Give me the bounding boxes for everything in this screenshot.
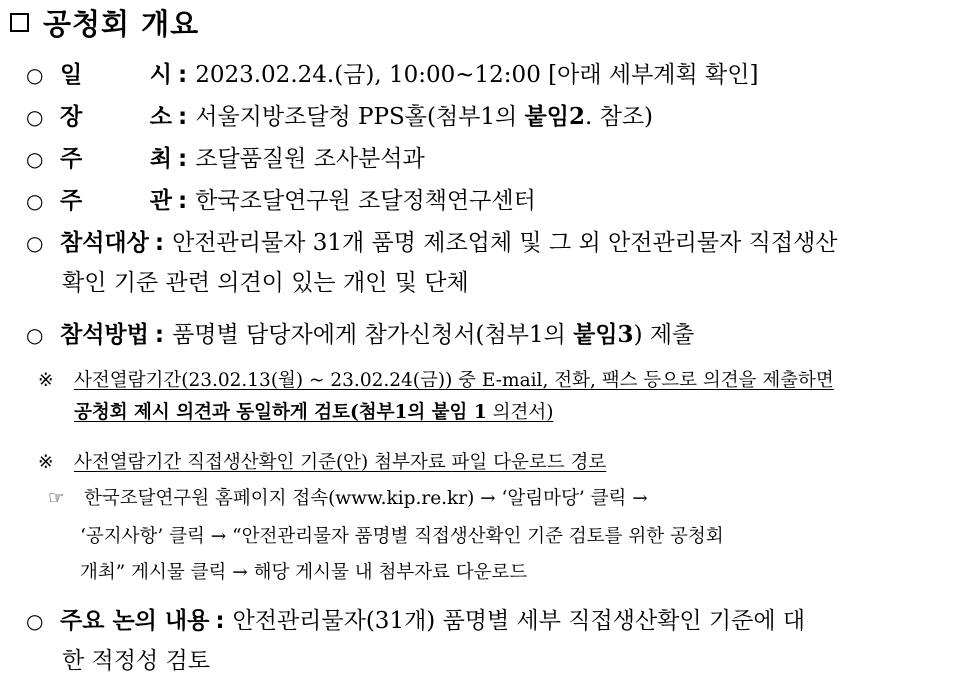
item-topics: ○ 주요 논의 내용 : 안전관리물자(31개) 품명별 세부 직접생산확인 기준에 대	[26, 602, 805, 635]
section-title	[10, 2, 199, 42]
item-topics-label: 주요 논의 내용	[60, 608, 210, 634]
item-host-label: 주 최	[60, 146, 172, 172]
item-place-label: 장 소	[60, 104, 172, 130]
item-host-value: 조달품질원 조사분석과	[195, 146, 425, 172]
circle-bullet-icon: ○	[26, 231, 44, 255]
item-host: ○ 주 최 : 조달품질원 조사분석과	[26, 140, 425, 173]
download-path-line3: 개최” 게시물 클릭 → 해당 게시물 내 첨부자료 다운로드	[80, 562, 528, 583]
item-place: ○ 장 소 : 서울지방조달청 PPS홀(첨부1의 붙임2. 참조)	[26, 98, 653, 131]
item-date: ○ 일 시 : 2023.02.24.(금), 10:00~12:00 [아래 세부계획 확인]	[26, 56, 758, 89]
pointing-hand-icon: ☞	[48, 488, 65, 509]
reference-mark-icon: ※	[38, 452, 54, 473]
note-preview-line1: 사전열람기간(23.02.13(월) ~ 23.02.24(금)) 중 E-mail, 전화, 팩스 등으로 의견을 제출하면	[74, 370, 834, 391]
note-preview-period	[38, 366, 834, 392]
item-organizer-label: 주 관	[60, 188, 172, 214]
item-place-value: 서울지방조달청 PPS홀(첨부1의 붙임2. 참조)	[195, 103, 654, 130]
reference-mark-icon: ※	[38, 370, 54, 391]
item-method-label: 참석방법	[60, 322, 149, 348]
item-attendees-label: 참석대상	[60, 230, 149, 256]
note-download-text: 사전열람기간 직접생산확인 기준(안) 첨부자료 파일 다운로드 경로	[74, 452, 607, 473]
item-organizer: ○ 주 관 : 한국조달연구원 조달정책연구센터	[26, 182, 536, 215]
circle-bullet-icon: ○	[26, 147, 44, 171]
item-method-value: 품명별 담당자에게 참가신청서(첨부1의 붙임3) 제출	[172, 321, 695, 348]
item-date-label: 일 시	[60, 62, 172, 88]
item-attendees: ○ 참석대상 : 안전관리물자 31개 품명 제조업체 및 그 외 안전관리물자 직접생산	[26, 224, 838, 257]
note-download-path	[38, 448, 606, 474]
note-preview-line2: 공청회 제시 의견과 동일하게 검토(첨부1의 붙임 1 의견서)	[74, 402, 554, 423]
download-path-line1: 한국조달연구원 홈페이지 접속(www.kip.re.kr) → ‘알림마당’ 클릭 →	[84, 488, 648, 509]
circle-bullet-icon: ○	[26, 189, 44, 213]
item-attendees-value-line1: 안전관리물자 31개 품명 제조업체 및 그 외 안전관리물자 직접생산	[172, 230, 838, 256]
item-date-value: 2023.02.24.(금), 10:00~12:00 [아래 세부계획 확인]	[195, 62, 759, 88]
item-attendees-value-line2: 확인 기준 관련 의견이 있는 개인 및 단체	[62, 270, 469, 296]
section-title-text: 공청회 개요	[43, 6, 200, 41]
circle-bullet-icon: ○	[26, 105, 44, 129]
download-path-line2: ‘공지사항’ 클릭 → “안전관리물자 품명별 직접생산확인 기준 검토를 위한 공청회	[80, 526, 724, 547]
download-path-step1	[48, 484, 648, 510]
circle-bullet-icon: ○	[26, 609, 44, 633]
item-topics-value-line2: 한 적정성 검토	[62, 648, 210, 674]
checkbox-square-icon	[10, 13, 29, 32]
item-organizer-value: 한국조달연구원 조달정책연구센터	[195, 188, 536, 214]
circle-bullet-icon: ○	[26, 323, 44, 347]
item-method: ○ 참석방법 : 품명별 담당자에게 참가신청서(첨부1의 붙임3) 제출	[26, 316, 694, 349]
circle-bullet-icon: ○	[26, 63, 44, 87]
item-topics-value-line1: 안전관리물자(31개) 품명별 세부 직접생산확인 기준에 대	[232, 608, 806, 634]
